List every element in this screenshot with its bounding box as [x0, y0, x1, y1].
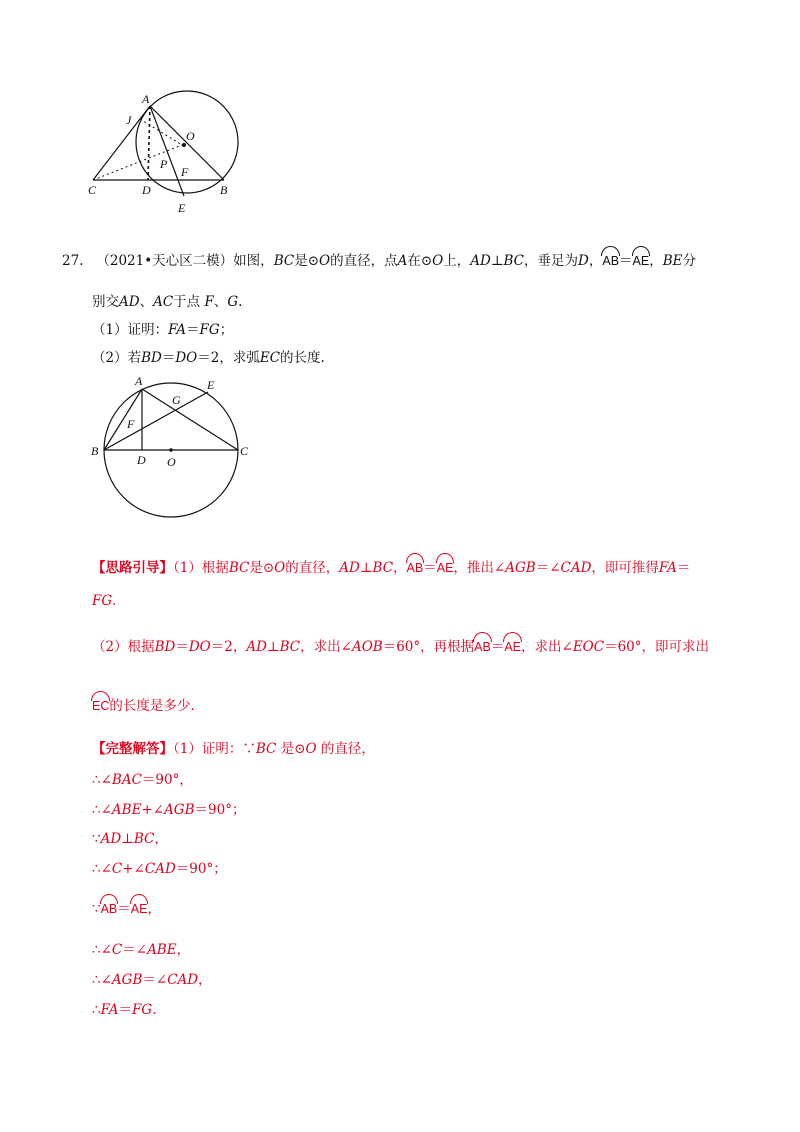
hint-line-1: 【思路引导】（1）根据BC是⊙O的直径，AD⊥BC，AB＝AE，推出∠AGB＝∠CAD，即可推得FA＝	[92, 560, 691, 576]
fig2-label-a: A	[135, 374, 143, 388]
solution-arc-ab: AB	[101, 899, 118, 916]
arc-ae: AE	[633, 251, 650, 268]
fig1-label-c: C	[88, 183, 97, 197]
hint-line-2: FG.	[92, 593, 117, 609]
problem-line-1: 27. （2021•天心区二模）如图，BC是⊙O的直径，点A在⊙O上，AD⊥BC，垂足为D，AB＝AE，BE分	[62, 253, 697, 269]
fig2-label-d: D	[137, 453, 146, 467]
solution-line-9: ∴FA＝FG.	[92, 1002, 157, 1018]
fig2-label-g: G	[172, 393, 181, 407]
fig2-line-ba	[104, 389, 142, 450]
solution-line-7: ∴∠C＝∠ABE，	[92, 942, 191, 958]
problem-part-2: （2）若BD＝DO＝2，求弧EC的长度.	[92, 350, 325, 366]
fig2-label-c: C	[240, 444, 249, 458]
figure-2-diagram	[85, 365, 260, 525]
fig1-label-f: F	[181, 165, 189, 179]
fig2-label-e: E	[207, 378, 215, 392]
fig1-label-p: P	[160, 157, 168, 171]
problem-number: 27.	[62, 253, 84, 269]
problem-part-1: （1）证明：FA＝FG；	[92, 322, 234, 338]
solution-line-4: ∵AD⊥BC，	[92, 831, 168, 847]
fig2-line-ac	[142, 389, 238, 450]
hint-line-4: EC的长度是多少.	[92, 698, 195, 714]
hint-line-3: （2）根据BD＝DO＝2，AD⊥BC，求出∠AOB＝60°，再根据AB＝AE，求出∠EOC＝60°，即可求出	[92, 639, 710, 655]
hint-arc-ae: AE	[437, 558, 454, 575]
fig1-label-j: J	[126, 113, 132, 127]
hint-tag: 【思路引导】	[92, 560, 173, 576]
solution-line-1: 【完整解答】（1）证明：∵BC 是⊙O 的直径，	[92, 741, 375, 757]
fig1-label-o: O	[186, 129, 195, 143]
fig2-label-o: O	[167, 455, 176, 469]
solution-tag: 【完整解答】	[92, 741, 173, 757]
problem-line-2: 别交AD、AC于点 F、G.	[92, 294, 243, 310]
fig1-label-d: D	[142, 183, 151, 197]
fig2-center-dot	[169, 448, 173, 452]
solution-line-5: ∴∠C+∠CAD＝90°；	[92, 861, 227, 877]
fig2-label-f: F	[127, 417, 135, 431]
solution-line-3: ∴∠ABE+∠AGB＝90°；	[92, 802, 246, 818]
fig2-label-b: B	[91, 444, 99, 458]
hint-arc-ae-2: AE	[504, 637, 521, 654]
solution-arc-ae: AE	[131, 899, 148, 916]
figure-1-diagram	[80, 85, 250, 220]
fig1-label-e: E	[178, 201, 186, 215]
fig1-line-ad	[148, 106, 150, 180]
fig1-label-b: B	[220, 183, 228, 197]
arc-ab: AB	[602, 251, 619, 268]
hint-arc-ec: EC	[92, 696, 109, 713]
fig1-center-dot	[182, 143, 186, 147]
solution-line-8: ∴∠AGB＝∠CAD，	[92, 972, 212, 988]
hint-arc-ab-2: AB	[474, 637, 491, 654]
hint-arc-ab: AB	[407, 558, 424, 575]
solution-line-2: ∴∠BAC＝90°，	[92, 772, 193, 788]
solution-line-6: ∵AB＝AE，	[92, 901, 161, 917]
fig1-label-a: A	[142, 92, 150, 106]
